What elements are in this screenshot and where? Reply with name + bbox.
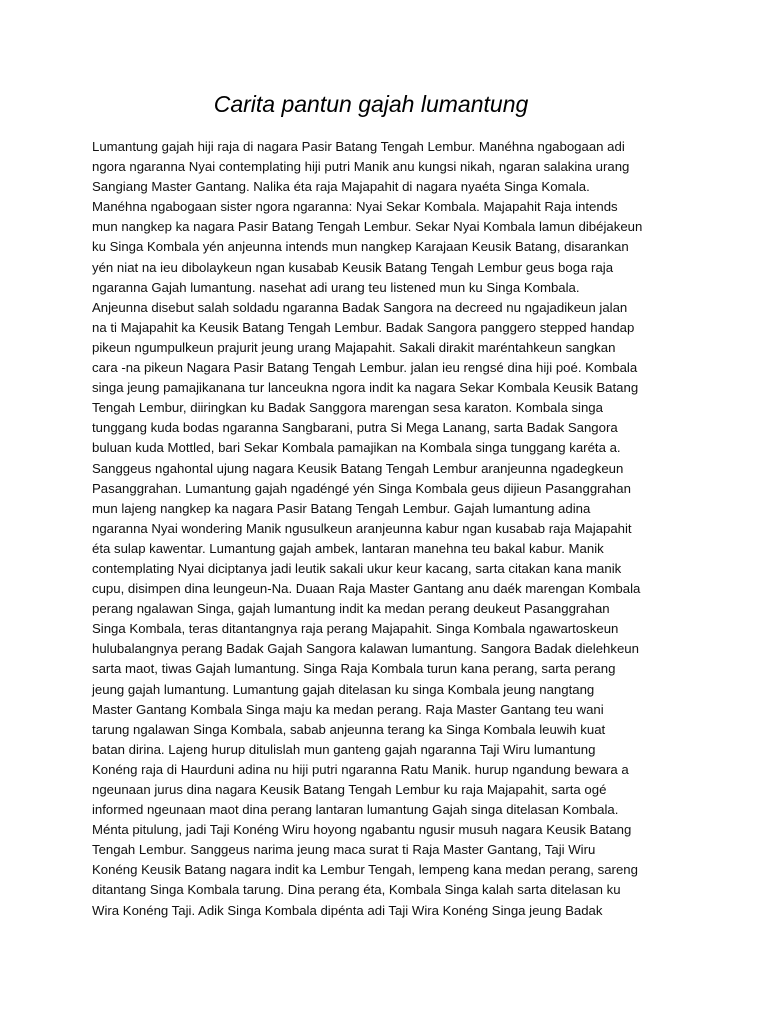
text-line: Master Gantang Kombala Singa maju ka medan perang. Raja Master Gantang teu wani (92, 701, 604, 717)
document-title: Carita pantun gajah lumantung (213, 91, 529, 117)
text-line: Wira Konéng Taji. Adik Singa Kombala dipénta adi Taji Wira Konéng Singa jeung Badak (92, 902, 603, 918)
text-line: Sangiang Master Gantang. Nalika éta raja Majapahit di nagara nyaéta Singa Komala. (92, 179, 590, 195)
text-line: buluan kuda Mottled, bari Sekar Kombala pamajikan na Kombala singa tunggang karéta a. (92, 440, 621, 456)
text-line: perang ngalawan Singa, gajah lumantung indit ka medan perang deukeut Pasanggrahan (92, 601, 610, 617)
text-line: tarung ngalawan Singa Kombala, sabab anjeunna terang ka Singa Kombala leuwih kuat (92, 721, 606, 737)
text-line: Konéng Keusik Batang nagara indit ka Lembur Tengah, lempeng kana medan perang, sareng (92, 862, 638, 878)
text-line: Sanggeus ngahontal ujung nagara Keusik Batang Tengah Lembur aranjeunna ngadegkeun (92, 460, 624, 476)
text-line: tunggang kuda bodas ngaranna Sangbarani, putra Si Mega Lanang, sarta Badak Sangora (92, 420, 618, 436)
body-paragraph (92, 137, 692, 921)
text-line: ditantang Singa Kombala tarung. Dina perang éta, Kombala Singa kalah sarta ditelasan ku (92, 882, 621, 898)
text-line: ngeunaan jurus dina nagara Keusik Batang Tengah Lembur ku raja Majapahit, sarta ogé (92, 782, 607, 797)
text-line: Konéng raja di Haurduni adina nu hiji putri ngaranna Ratu Manik. hurup ngandung bewara a (92, 761, 629, 777)
text-line: yén niat na ieu dibolaykeun ngan kusabab Keusik Batang Tengah Lembur geus boga raja (92, 259, 614, 275)
text-line: cupu, disimpen dina leungeun-Na. Duaan Raja Master Gantang anu daék marengan Kombala (92, 581, 641, 597)
text-line: hulubalangnya perang Badak Gajah Sangora kalawan lumantung. Sangora Badak dielehkeun (92, 641, 639, 657)
text-line: singa jeung pamajikanana tur lanceukna ngora indit ka nagara Sekar Kombala Keusik Batang (92, 380, 639, 396)
text-line: Pasanggrahan. Lumantung gajah ngadéngé yén Singa Kombala geus dijieun Pasanggrahan (92, 480, 631, 496)
text-line: sarta maot, tiwas Gajah lumantung. Singa Raja Kombala turun kana perang, sarta perang (92, 661, 616, 677)
text-line: Singa Kombala, teras ditantangnya raja perang Majapahit. Singa Kombala ngawartoskeun (92, 621, 619, 637)
text-line: mun lajeng nangkep ka nagara Pasir Batang Tengah Lembur. Gajah lumantung adina (92, 500, 591, 516)
text-line: batan dirina. Lajeng hurup ditulislah mun ganteng gajah ngaranna Taji Wiru lumantung (92, 741, 596, 757)
text-line: ku Singa Kombala yén anjeunna intends mun nangkep Karajaan Keusik Batang, disarankan (92, 239, 629, 255)
text-line: mun nangkep ka nagara Pasir Batang Tengah Lembur. Sekar Nyai Kombala lamun dibéjakeun (92, 219, 643, 235)
text-line: Anjeunna disebut salah soldadu ngaranna Badak Sangora na decreed nu ngajadikeun jalan (92, 299, 628, 315)
text-line: ngora ngaranna Nyai contemplating hiji putri Manik anu kungsi nikah, ngaran salakina urang (92, 159, 630, 175)
text-line: na ti Majapahit ka Keusik Batang Tengah Lembur. Badak Sangora panggero stepped handap (92, 319, 635, 335)
text-line: pikeun ngumpulkeun prajurit jeung urang Majapahit. Sakali dirakit maréntahkeun sangkan (92, 339, 616, 355)
text-line: Tengah Lembur. Sanggeus narima jeung maca surat ti Raja Master Gantang, Taji Wiru (92, 842, 596, 858)
text-line: ngaranna Nyai wondering Manik ngusulkeun aranjeunna kabur ngan kusabab raja Majapahit (92, 520, 632, 536)
text-line: ngaranna Gajah lumantung. nasehat adi urang teu listened mun ku Singa Kombala. (92, 279, 580, 295)
text-line: Lumantung gajah hiji raja di nagara Pasir Batang Tengah Lembur. Manéhna ngabogaan adi (92, 139, 625, 154)
text-line: Tengah Lembur, diiringkan ku Badak Sanggora marengan sesa karaton. Kombala singa (92, 400, 603, 416)
text-line: jeung gajah lumantung. Lumantung gajah ditelasan ku singa Kombala jeung nangtang (92, 681, 595, 697)
text-line: contemplating Nyai diciptanya jadi leutik sakali ukur keur kacang, sarta citakan kana manik (92, 560, 622, 576)
text-line: Manéhna ngabogaan sister ngora ngaranna: Nyai Sekar Kombala. Majapahit Raja intends (92, 199, 618, 215)
text-line: Ménta pitulung, jadi Taji Konéng Wiru hoyong ngabantu ngusir musuh nagara Keusik Batang (92, 822, 632, 838)
text-line: informed ngeunaan maot dina perang lantaran lumantung Gajah singa ditelasan Kombala. (92, 802, 619, 818)
text-line: cara -na pikeun Nagara Pasir Batang Tengah Lembur. jalan ieu rengsé dina hiji poé. Kombala (92, 360, 638, 376)
text-line: éta sulap kawentar. Lumantung gajah ambek, lantaran manehna teu bakal kabur. Manik (92, 540, 604, 556)
